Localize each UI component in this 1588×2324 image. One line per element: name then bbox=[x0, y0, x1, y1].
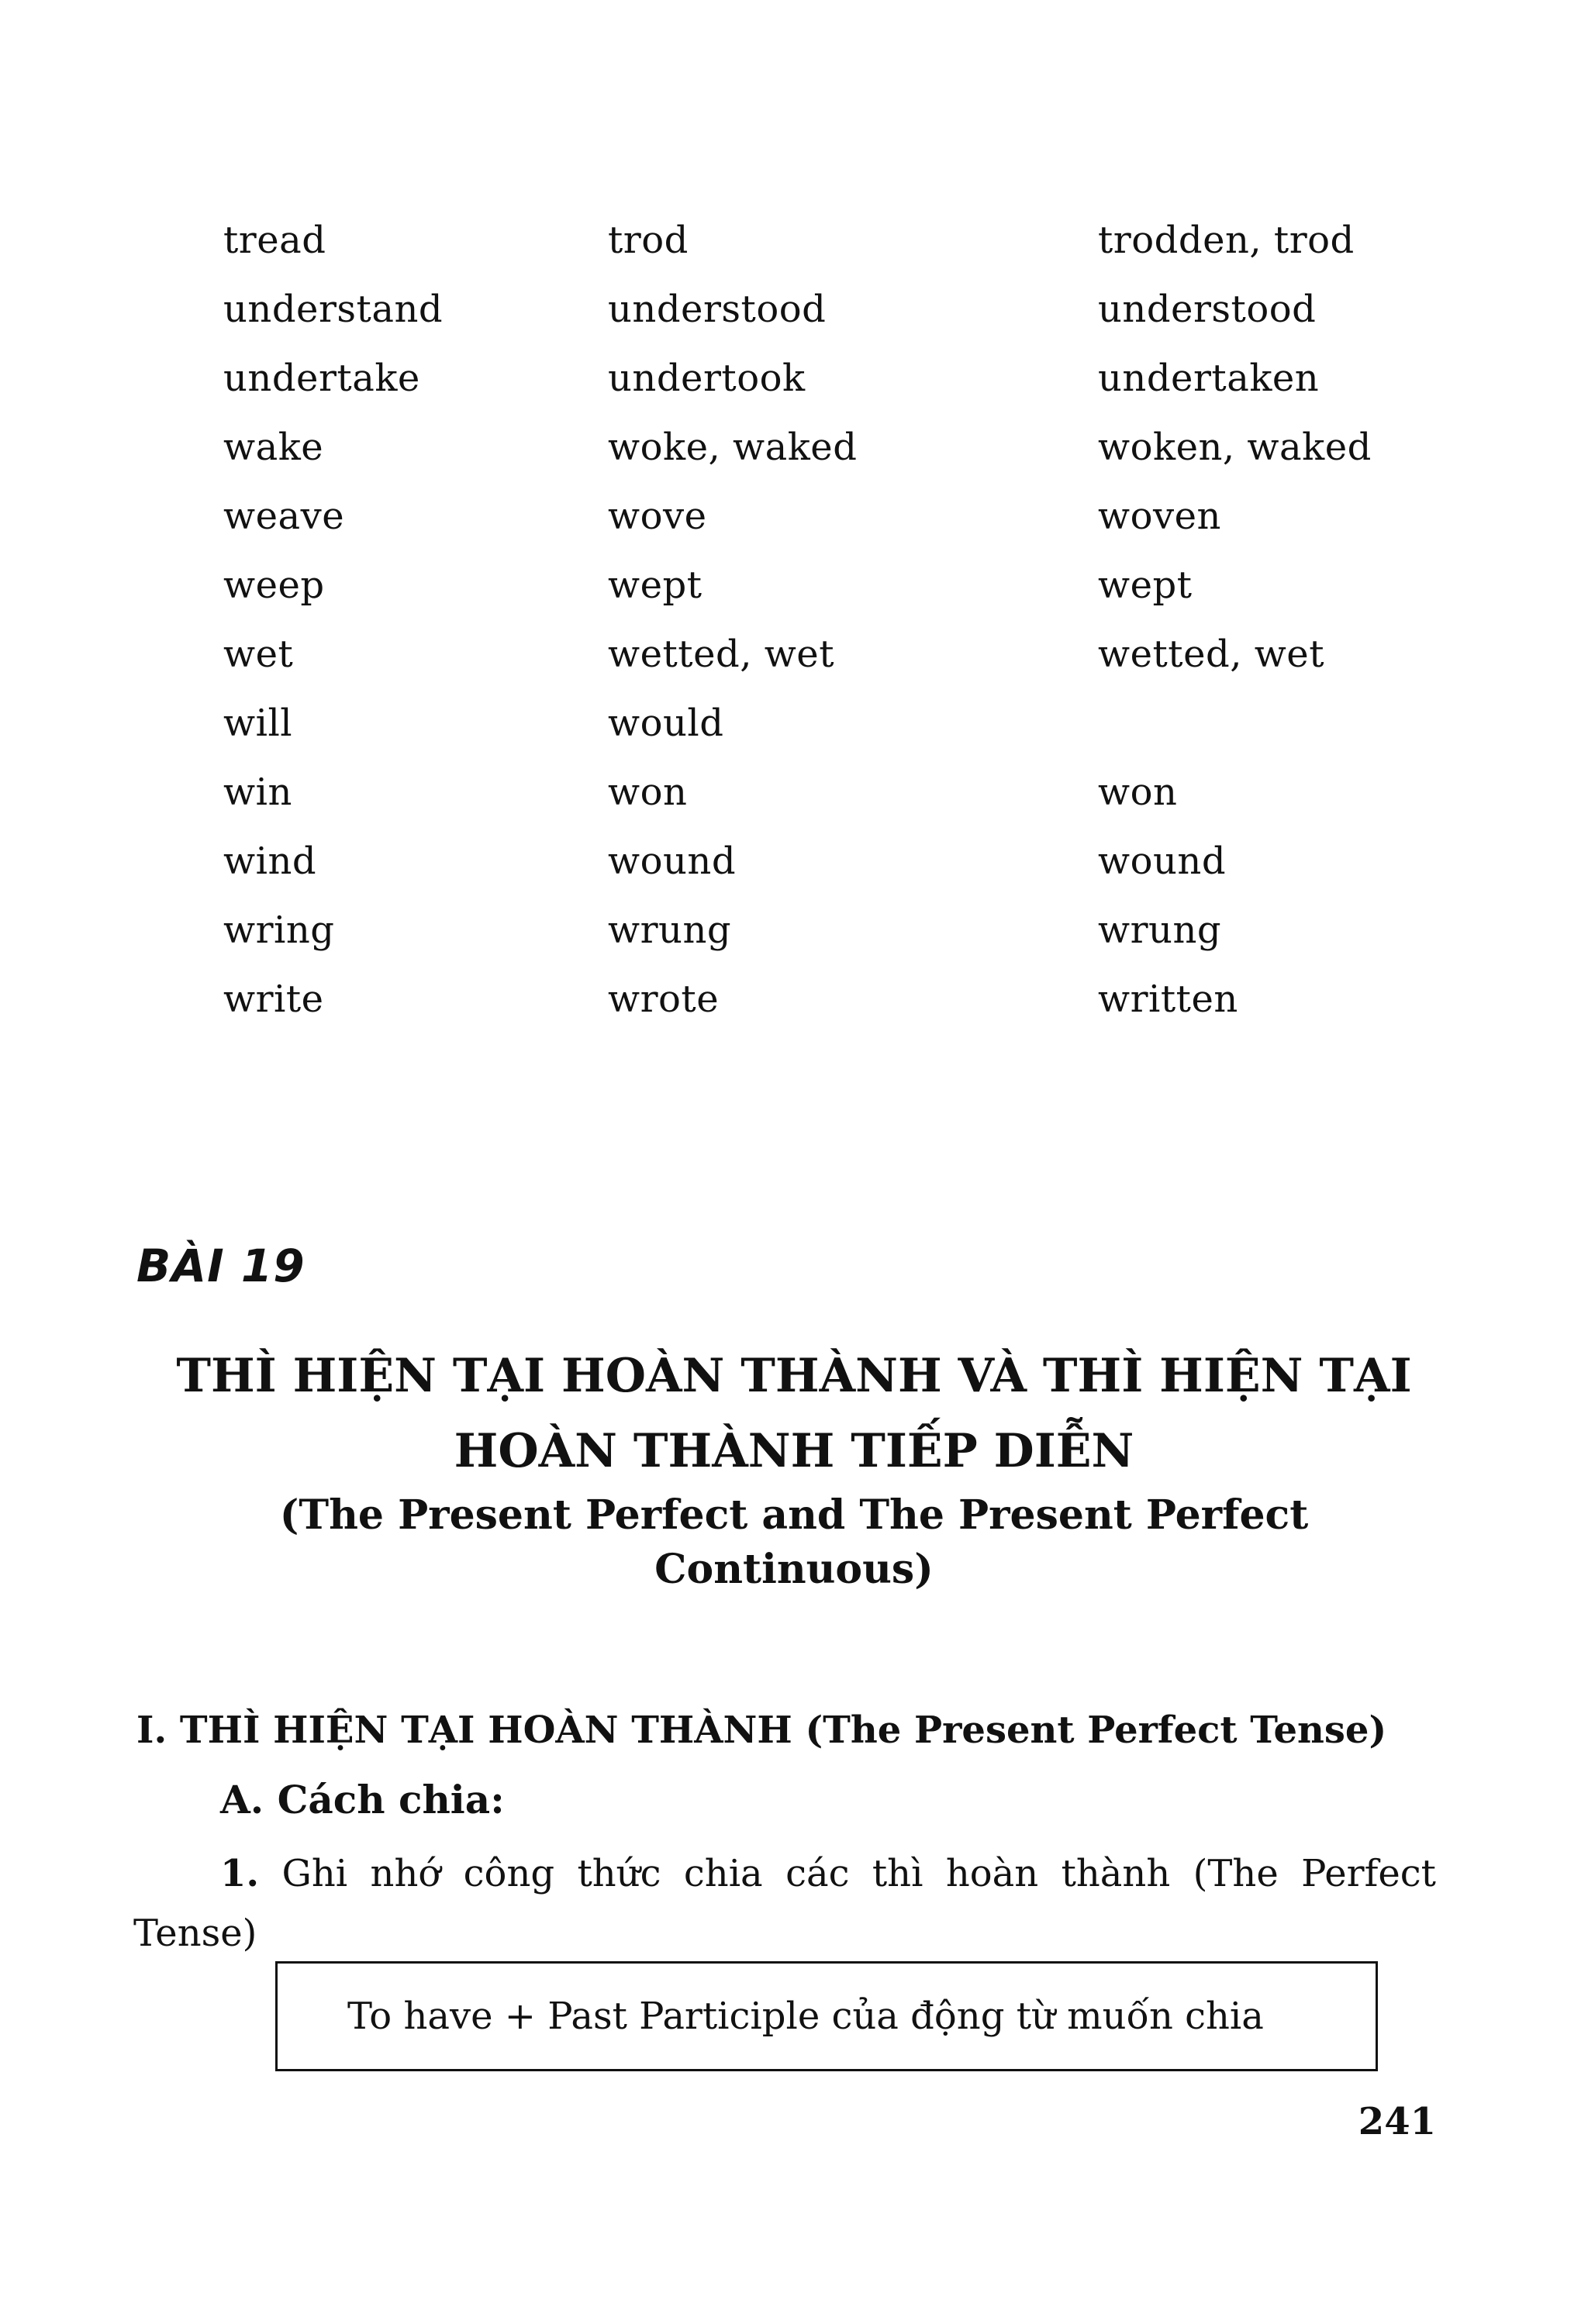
verb-base: write bbox=[223, 978, 324, 1021]
verb-participle: wetted, wet bbox=[1098, 633, 1324, 676]
verb-participle: wept bbox=[1098, 564, 1193, 607]
verb-base: wake bbox=[223, 426, 324, 469]
verb-past: trod bbox=[608, 219, 689, 262]
item-word: Ghi bbox=[281, 1852, 348, 1895]
verb-base: will bbox=[223, 702, 293, 745]
item-word: các bbox=[785, 1852, 850, 1895]
table-row bbox=[0, 424, 1588, 494]
verb-participle: won bbox=[1098, 771, 1178, 814]
item-number: 1. bbox=[220, 1852, 260, 1895]
page-number: 241 bbox=[1358, 2100, 1436, 2143]
verb-past: wetted, wet bbox=[608, 633, 834, 676]
item-word: nhớ bbox=[370, 1852, 441, 1895]
lesson-subtitle-line-2: Continuous) bbox=[654, 1546, 934, 1593]
verb-past: would bbox=[608, 702, 724, 745]
table-row bbox=[0, 355, 1588, 425]
formula-box bbox=[275, 1961, 1378, 2071]
verb-participle: wound bbox=[1098, 840, 1227, 883]
verb-participle: written bbox=[1098, 978, 1238, 1021]
table-row bbox=[0, 631, 1588, 701]
table-row bbox=[0, 907, 1588, 977]
table-row bbox=[0, 493, 1588, 563]
verb-past: won bbox=[608, 771, 688, 814]
verb-base: tread bbox=[223, 219, 326, 262]
item-word: thành bbox=[1061, 1852, 1171, 1895]
verb-participle: undertaken bbox=[1098, 357, 1320, 400]
table-row bbox=[0, 769, 1588, 839]
verb-past: wrung bbox=[608, 909, 732, 952]
item-word: chia bbox=[683, 1852, 763, 1895]
item-paragraph-line-2: Tense) bbox=[133, 1912, 257, 1955]
formula-text: To have + Past Participle của động từ muốn chia bbox=[347, 1995, 1264, 2038]
verb-past: wove bbox=[608, 495, 707, 538]
verb-past: undertook bbox=[608, 357, 806, 400]
verb-past: wound bbox=[608, 840, 737, 883]
table-row bbox=[0, 700, 1588, 770]
verb-past: woke, waked bbox=[608, 426, 858, 469]
item-word: công bbox=[463, 1852, 555, 1895]
item-word: Perfect bbox=[1301, 1852, 1436, 1895]
verb-base: understand bbox=[223, 288, 444, 331]
item-paragraph-line-1 bbox=[220, 1849, 1436, 1898]
verb-past: wrote bbox=[608, 978, 720, 1021]
verb-base: wet bbox=[223, 633, 294, 676]
verb-base: wring bbox=[223, 909, 335, 952]
item-word: thì bbox=[872, 1852, 923, 1895]
table-row bbox=[0, 562, 1588, 632]
verb-base: wind bbox=[223, 840, 317, 883]
lesson-subtitle-line-1: (The Present Perfect and The Present Perfect bbox=[279, 1491, 1309, 1539]
lesson-title-line-2: HOÀN THÀNH TIẾP DIỄN bbox=[454, 1424, 1134, 1478]
verb-participle: woven bbox=[1098, 495, 1221, 538]
table-row bbox=[0, 838, 1588, 908]
verb-participle: wrung bbox=[1098, 909, 1222, 952]
lesson-label: BÀI 19 bbox=[136, 1240, 306, 1292]
verb-participle: trodden, trod bbox=[1098, 219, 1355, 262]
item-word: hoàn bbox=[945, 1852, 1039, 1895]
table-row bbox=[0, 976, 1588, 1046]
lesson-title-line-1: THÌ HIỆN TẠI HOÀN THÀNH VÀ THÌ HIỆN TẠI bbox=[176, 1349, 1412, 1403]
table-row bbox=[0, 217, 1588, 287]
verb-base: undertake bbox=[223, 357, 420, 400]
verb-base: weave bbox=[223, 495, 345, 538]
verb-base: win bbox=[223, 771, 292, 814]
table-row bbox=[0, 286, 1588, 356]
item-word: (The bbox=[1193, 1852, 1279, 1895]
item-word: thức bbox=[577, 1852, 661, 1895]
verb-participle: understood bbox=[1098, 288, 1317, 331]
verb-participle: woken, waked bbox=[1098, 426, 1372, 469]
verb-past: understood bbox=[608, 288, 827, 331]
verb-base: weep bbox=[223, 564, 325, 607]
subsection-heading: A. Cách chia: bbox=[220, 1777, 505, 1822]
verb-past: wept bbox=[608, 564, 703, 607]
section-heading: I. THÌ HIỆN TẠI HOÀN THÀNH (The Present Perfect Tense) bbox=[136, 1709, 1387, 1752]
